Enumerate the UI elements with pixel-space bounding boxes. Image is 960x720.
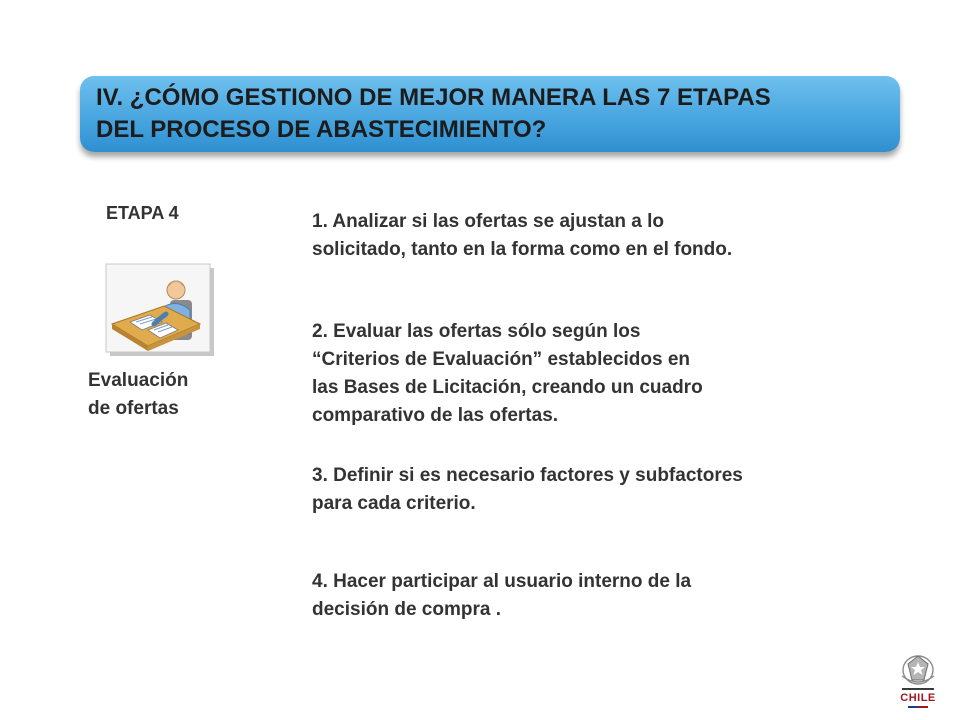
stage-name xyxy=(88,367,188,423)
list-item-line: “Criterios de Evaluación” establecidos en xyxy=(312,349,691,370)
list-item-line: 2. Evaluar las ofertas sólo según los xyxy=(312,321,641,342)
list-item-line: 1. Analizar si las ofertas se ajustan a lo xyxy=(312,211,665,232)
page-title-line-2: DEL PROCESO DE ABASTECIMIENTO? xyxy=(96,116,547,143)
list-item xyxy=(312,208,872,264)
page-title xyxy=(96,82,886,146)
stage-name-line-2: de ofertas xyxy=(88,398,179,419)
list-item xyxy=(312,318,872,430)
list-item-line: para cada criterio. xyxy=(312,493,476,514)
page-title-line-1: IV. ¿CÓMO GESTIONO DE MEJOR MANERA LAS 7 ETAPAS xyxy=(96,84,771,111)
list-item-line: 3. Definir si es necesario factores y subfactores xyxy=(312,465,743,486)
stage-name-line-1: Evaluación xyxy=(88,370,189,391)
list-item-line: decisión de compra . xyxy=(312,599,501,620)
list-item-line: solicitado, tanto en la forma como en el fondo. xyxy=(312,239,733,260)
stage-label: ETAPA 4 xyxy=(106,203,179,223)
list-item xyxy=(312,462,872,518)
list-item-line: comparativo de las ofertas. xyxy=(312,405,559,426)
list-item-line: las Bases de Licitación, creando un cuadro xyxy=(312,377,703,398)
list-item-line: 4. Hacer participar al usuario interno de la xyxy=(312,571,692,592)
logo-text: CHILE xyxy=(900,692,936,704)
person-at-desk-icon xyxy=(104,262,216,358)
list-item xyxy=(312,568,872,624)
